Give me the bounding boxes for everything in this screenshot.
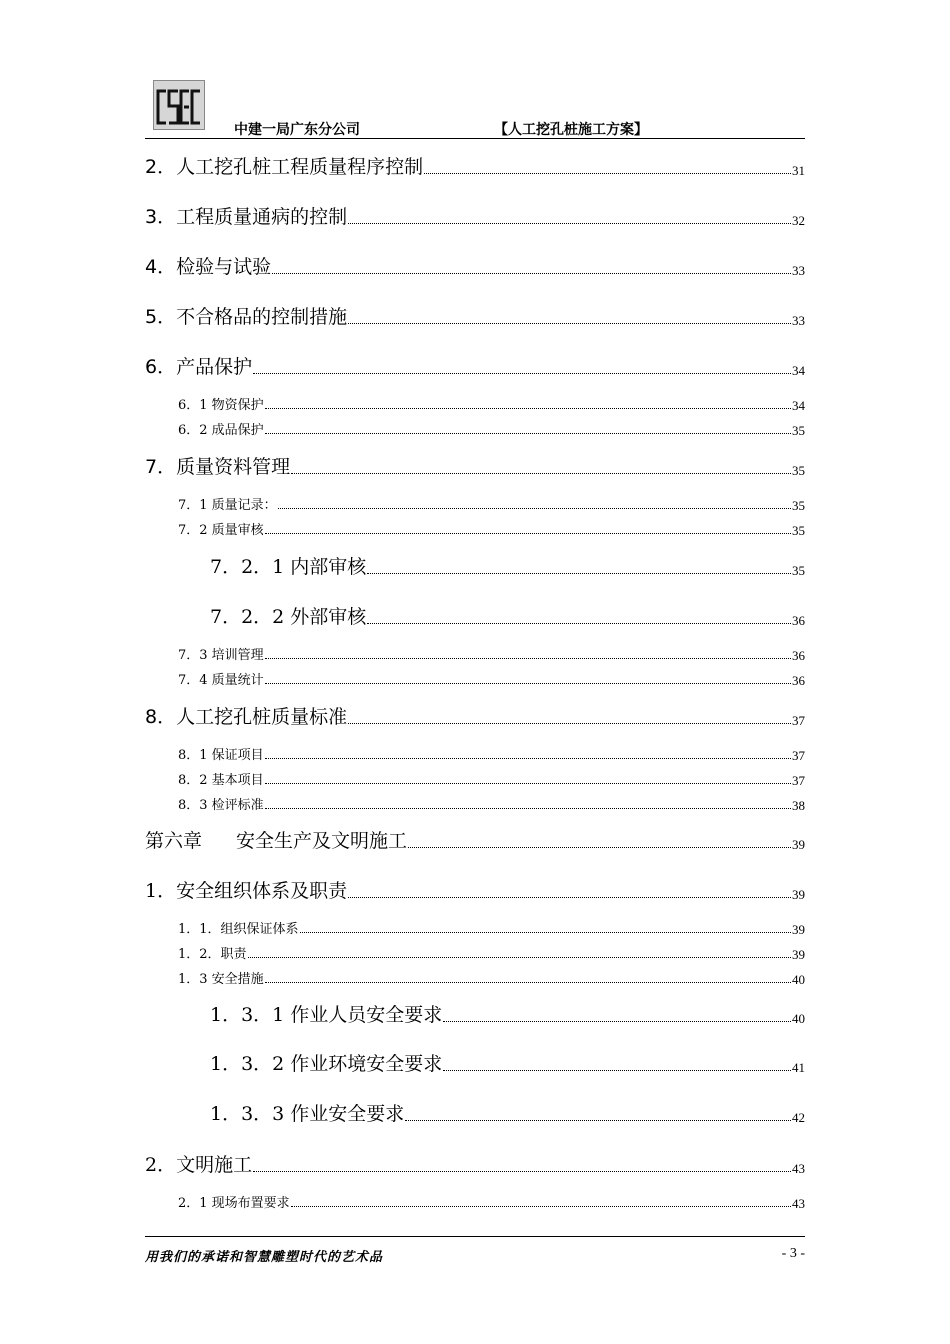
toc-entry-title: 4．检验与试验 — [145, 256, 272, 278]
toc-entry[interactable] — [178, 1188, 805, 1210]
toc-dot-leader — [348, 323, 791, 324]
toc-chapter-title: 安全生产及文明施工 — [236, 830, 408, 852]
toc-entry[interactable] — [145, 205, 805, 227]
toc-entry-title: 2．1 现场布置要求 — [178, 1196, 290, 1211]
toc-entry[interactable] — [178, 964, 805, 986]
toc-entry-title: 6．2 成品保护 — [178, 423, 264, 438]
toc-dot-leader — [348, 723, 791, 724]
toc-entry[interactable] — [145, 705, 805, 727]
toc-entry[interactable] — [178, 640, 805, 662]
toc-page-number: 35 — [792, 498, 805, 513]
toc-entry[interactable] — [145, 305, 805, 327]
toc-page-number: 41 — [792, 1060, 805, 1075]
toc-dot-leader — [265, 783, 791, 784]
footer-rule — [145, 1236, 805, 1237]
toc-entry-title: 1．2．职责 — [178, 947, 247, 962]
toc-entry-title: 7．3 培训管理 — [178, 648, 264, 663]
toc-page-number: 36 — [792, 613, 805, 628]
toc-page-number: 32 — [792, 213, 805, 228]
toc-entry-title: 7．4 质量统计 — [178, 673, 264, 688]
toc-entry-title: 1．3．1 作业人员安全要求 — [210, 1004, 443, 1026]
toc-entry[interactable] — [145, 155, 805, 177]
toc-entry[interactable] — [178, 939, 805, 961]
toc-page-number: 35 — [792, 463, 805, 478]
toc-entry-title: 7．质量资料管理 — [145, 456, 291, 478]
page-number: - 3 - — [781, 1246, 805, 1261]
toc-page-number: 37 — [792, 713, 805, 728]
toc-entry[interactable] — [210, 1102, 805, 1124]
footer-slogan: 用我们的承诺和智慧雕塑时代的艺术品 — [145, 1250, 384, 1265]
toc-page-number: 38 — [792, 798, 805, 813]
toc-page-number: 40 — [792, 1011, 805, 1026]
toc-entry-title — [145, 832, 407, 851]
toc-dot-leader — [265, 658, 791, 659]
toc-entry[interactable] — [210, 605, 805, 627]
toc-page-number: 42 — [792, 1110, 805, 1125]
toc-entry[interactable] — [145, 455, 805, 477]
toc-dot-leader — [272, 273, 791, 274]
header-doc-title: 【人工挖孔桩施工方案】 — [494, 122, 648, 138]
toc-page-number: 35 — [792, 523, 805, 538]
toc-dot-leader — [291, 1206, 791, 1207]
toc-page-number: 43 — [792, 1196, 805, 1211]
toc-entry[interactable] — [145, 879, 805, 901]
toc-page-number: 35 — [792, 423, 805, 438]
toc-entry[interactable] — [178, 515, 805, 537]
toc-page-number: 33 — [792, 313, 805, 328]
toc-dot-leader — [265, 433, 791, 434]
toc-dot-leader — [367, 623, 791, 624]
toc-dot-leader — [408, 847, 791, 848]
toc-entry-title: 7．1 质量记录： — [178, 498, 277, 513]
toc-entry-title: 2．文明施工 — [145, 1154, 253, 1176]
header-rule — [145, 138, 805, 139]
toc-entry[interactable] — [178, 390, 805, 412]
toc-entry-title: 7．2．2 外部审核 — [210, 606, 367, 628]
toc-entry-title: 8．3 检评标准 — [178, 798, 264, 813]
toc-entry-title: 2．人工挖孔桩工程质量程序控制 — [145, 156, 424, 178]
toc-page-number: 36 — [792, 673, 805, 688]
toc-dot-leader — [348, 223, 791, 224]
toc-entry[interactable] — [178, 914, 805, 936]
toc-page-number: 34 — [792, 363, 805, 378]
toc-page-number: 40 — [792, 972, 805, 987]
toc-entry-title: 7．2 质量审核 — [178, 523, 264, 538]
toc-entry[interactable] — [178, 740, 805, 762]
toc-entry[interactable] — [145, 829, 805, 851]
toc-dot-leader — [424, 173, 791, 174]
company-logo — [153, 80, 205, 130]
toc-dot-leader — [443, 1070, 791, 1071]
toc-entry-title: 8．人工挖孔桩质量标准 — [145, 706, 348, 728]
toc-entry-title: 1．1．组织保证体系 — [178, 922, 299, 937]
toc-dot-leader — [265, 408, 791, 409]
toc-dot-leader — [443, 1021, 791, 1022]
toc-page-number: 39 — [792, 922, 805, 937]
toc-page-number: 39 — [792, 837, 805, 852]
toc-dot-leader — [291, 473, 791, 474]
toc-entry[interactable] — [178, 790, 805, 812]
toc-entry[interactable] — [210, 555, 805, 577]
toc-dot-leader — [367, 573, 791, 574]
toc-dot-leader — [265, 683, 791, 684]
toc-entry-title: 1．3 安全措施 — [178, 972, 264, 987]
toc-dot-leader — [405, 1120, 791, 1121]
toc-entry[interactable] — [210, 1003, 805, 1025]
toc-dot-leader — [248, 957, 791, 958]
toc-entry-title: 8．2 基本项目 — [178, 773, 264, 788]
toc-entry-title: 1．3．2 作业环境安全要求 — [210, 1053, 443, 1075]
toc-entry[interactable] — [178, 490, 805, 512]
toc-entry-title: 3．工程质量通病的控制 — [145, 206, 348, 228]
toc-page-number: 39 — [792, 947, 805, 962]
toc-page-number: 37 — [792, 773, 805, 788]
toc-page-number: 35 — [792, 563, 805, 578]
toc-dot-leader — [265, 533, 791, 534]
toc-entry[interactable] — [145, 355, 805, 377]
toc-page-number: 31 — [792, 163, 805, 178]
toc-dot-leader — [253, 1171, 791, 1172]
toc-entry[interactable] — [145, 1153, 805, 1175]
toc-entry-title: 1．3．3 作业安全要求 — [210, 1103, 405, 1125]
toc-entry-title: 1．安全组织体系及职责 — [145, 880, 348, 902]
toc-entry[interactable] — [210, 1052, 805, 1074]
toc-entry-title: 7．2．1 内部审核 — [210, 556, 367, 578]
toc-entry[interactable] — [178, 765, 805, 787]
toc-dot-leader — [278, 508, 791, 509]
toc-page-number: 43 — [792, 1161, 805, 1176]
toc-dot-leader — [253, 373, 791, 374]
toc-page-number: 34 — [792, 398, 805, 413]
toc-page-number: 39 — [792, 887, 805, 902]
toc-dot-leader — [300, 932, 791, 933]
header-company: 中建一局广东分公司 — [234, 122, 360, 138]
toc-entry-title: 6．产品保护 — [145, 356, 253, 378]
cscec-logo-icon — [154, 81, 204, 129]
toc-page-number: 33 — [792, 263, 805, 278]
toc-page-number: 36 — [792, 648, 805, 663]
toc-dot-leader — [265, 982, 791, 983]
toc-dot-leader — [348, 897, 791, 898]
toc-entry[interactable] — [145, 255, 805, 277]
toc-dot-leader — [265, 758, 791, 759]
toc-entry-title: 5．不合格品的控制措施 — [145, 306, 348, 328]
toc-chapter-label: 第六章 — [145, 830, 203, 852]
toc-dot-leader — [265, 808, 791, 809]
toc-entry[interactable] — [178, 415, 805, 437]
toc-page-number: 37 — [792, 748, 805, 763]
toc-entry-title: 6．1 物资保护 — [178, 398, 264, 413]
toc-entry[interactable] — [178, 665, 805, 687]
toc-entry-title: 8．1 保证项目 — [178, 748, 264, 763]
